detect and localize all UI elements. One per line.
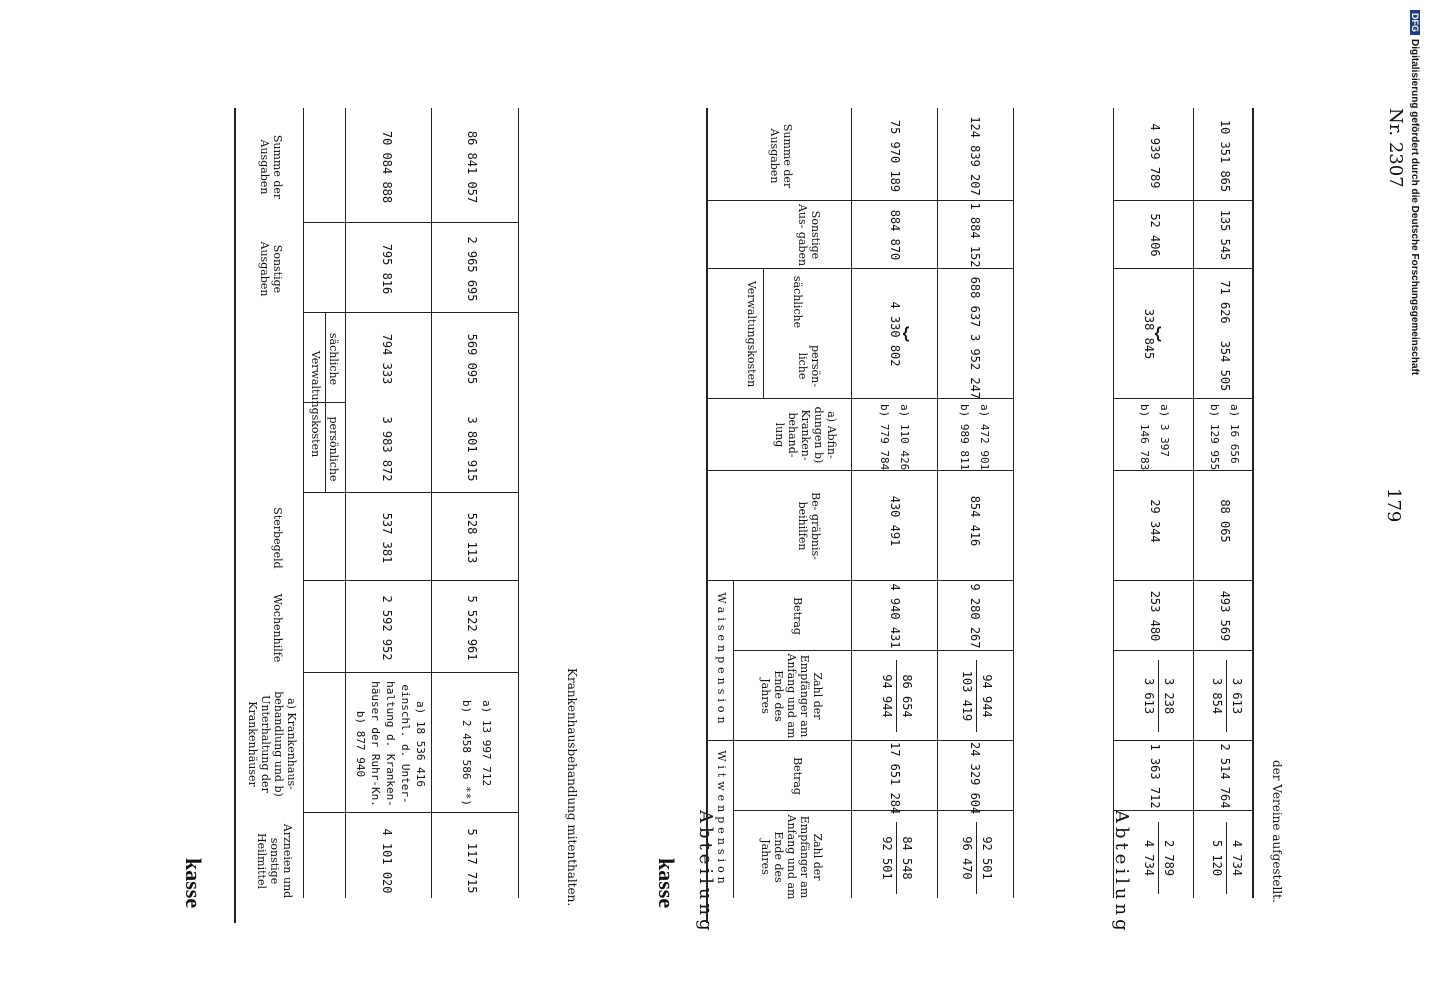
t3-r1-waisen-zahl — [1141, 654, 1176, 738]
table1-rule-left — [234, 108, 236, 923]
t3-r1-verwaltung-total: 338 845 — [1142, 308, 1156, 360]
t2-r2-waisen-zahl-e: 103 419 — [960, 670, 974, 722]
t2-header-waisen-betrag: Betrag — [791, 597, 804, 635]
t2-r2-abfind-b: b) 989 811 — [958, 404, 971, 471]
t2-header-verwaltung: Verwaltungskosten — [745, 280, 758, 388]
t1-r2-sterbegeld: 528 113 — [465, 512, 479, 564]
t1-r1-kh-b: b) 877 940 — [354, 710, 367, 778]
t2-r2-waisen-betrag: 9 280 267 — [968, 583, 982, 649]
t1-r2-persoenliche: 3 801 915 — [465, 416, 479, 482]
t2-r2-witwen-zahl — [959, 816, 994, 900]
t2-r1-waisen-zahl-e: 94 944 — [880, 674, 894, 718]
t3-r1-witwen-zahl — [1141, 816, 1176, 900]
table1-rule-row2 — [518, 108, 519, 898]
t2-r1-waisen-zahl — [879, 654, 914, 738]
t1-r1-summe: 70 084 888 — [380, 130, 394, 204]
t2-r1-waisen-zahl-a: 86 654 — [900, 674, 914, 718]
t1-r1-wochenhilfe: 2 592 952 — [380, 595, 394, 661]
t3-r2-witwen-zahl-a: 4 734 — [1230, 839, 1244, 877]
t2-header-waisen-zahl: Zahl der Empfänger am Anfang und am Ende des Jahres — [759, 653, 824, 739]
t2-r1-verwaltung-brace: ⏟ — [904, 326, 934, 342]
t3-r2-waisen-betrag: 493 569 — [1218, 590, 1232, 642]
t3-r1-begraebnis: 29 344 — [1148, 499, 1162, 543]
t2-r1-witwen-zahl — [879, 816, 914, 900]
t3-r2-saechliche: 71 626 — [1218, 280, 1232, 324]
table1-rule-mid — [345, 108, 346, 898]
t1-r1-sonstige: 795 816 — [380, 243, 394, 295]
t2-r2-begraebnis: 854 416 — [968, 495, 982, 547]
t1-header-krankenhaus: a) Krankenhaus- behandlung und b) Unterhaltung der Krankenhäuser — [246, 691, 298, 797]
t1-header-persoenliche: persönliche — [327, 416, 340, 482]
table3-footnote: der Vereine aufgestellt. — [1270, 760, 1284, 903]
t3-r1-witwen-zahl-e: 4 734 — [1142, 839, 1156, 877]
t3-r1-summe: 4 939 789 — [1148, 123, 1162, 189]
t1-header-wochenhilfe: Wochenhilfe — [271, 593, 284, 663]
t2-header-abfind: a) Abfin- dungen b) Kranken- behand- lung — [773, 406, 838, 464]
t2-header-sonstige: Sonstige Aus- gaben — [796, 203, 822, 267]
t3-r2-witwen-zahl-e: 5 120 — [1210, 839, 1224, 877]
document-number: Nr. 2307 — [1385, 108, 1406, 188]
t1-r2-arzneien: 5 117 715 — [465, 828, 479, 894]
t1-r2-saechliche: 569 095 — [465, 333, 479, 385]
t2-r1-summe: 75 970 189 — [888, 119, 902, 193]
t2-r2-witwen-zahl-e: 96 470 — [960, 836, 974, 880]
t1-r2-sonstige: 2 965 695 — [465, 236, 479, 302]
credit-strip — [1408, 10, 1432, 390]
t1-r1-arzneien: 4 101 020 — [380, 828, 394, 894]
table1-rule-row1 — [431, 108, 432, 898]
t1-r1-sterbegeld: 537 381 — [380, 512, 394, 564]
t1-r1-kh-a3: haltung d. Kranken- — [384, 681, 397, 807]
t2-r1-begraebnis: 430 491 — [888, 495, 902, 547]
t2-r2-persoenliche: 3 952 247 — [968, 334, 982, 400]
t3-r1-verwaltung-brace: ⏟ — [1156, 326, 1186, 342]
t3-r2-summe: 10 351 865 — [1218, 119, 1232, 193]
t2-r2-sonstige: 1 884 152 — [968, 202, 982, 268]
t2-r1-witwen-zahl-e: 92 501 — [880, 836, 894, 880]
t2-header-begraebnis: Be- gräbnis- beihilfen — [796, 492, 822, 560]
t3-r1-sonstige: 52 406 — [1148, 213, 1162, 257]
t2-r2-witwen-betrag: 24 329 604 — [968, 742, 982, 815]
t3-r2-waisen-zahl — [1209, 654, 1244, 738]
t2-header-witwen-zahl: Zahl der Empfänger am Anfang und am Ende des Jahres — [759, 814, 824, 900]
t2-r1-witwen-betrag: 17 651 284 — [888, 742, 902, 815]
t2-r1-sonstige: 884 870 — [888, 209, 902, 261]
t2-r1-abfind-b: b) 779 784 — [878, 404, 891, 471]
t2-r2-summe: 124 839 207 — [968, 116, 982, 196]
page-number: 179 — [1383, 488, 1404, 523]
t1-r1-saechliche: 794 333 — [380, 333, 394, 385]
t3-r2-witwen-betrag: 2 514 764 — [1218, 743, 1232, 809]
table2-subheading: Abteilung — [695, 810, 716, 935]
t2-header-witwen-betrag: Betrag — [791, 757, 804, 795]
table2-heading: kasse — [654, 858, 679, 909]
table3-subheading: Abteilung — [1111, 810, 1132, 935]
t2-r2-waisen-zahl-a: 94 944 — [980, 674, 994, 718]
t2-r1-abfind-a: a) 110 426 — [898, 404, 911, 471]
t1-header-sterbegeld: Sterbegeld — [271, 507, 284, 569]
t1-header-summe: Summe der Ausgaben — [258, 134, 284, 200]
t2-r1-waisen-betrag: 4 940 431 — [888, 583, 902, 649]
t3-r1-witwen-betrag: 1 363 712 — [1148, 743, 1162, 809]
t2-r2-saechliche: 688 637 — [968, 276, 982, 328]
t3-r1-waisen-zahl-a: 3 238 — [1162, 677, 1176, 715]
t2-header-summe: Summe der Ausgaben — [768, 123, 794, 189]
t3-r2-witwen-zahl — [1209, 816, 1244, 900]
t2-header-witwen: Witwenpension — [715, 750, 728, 888]
t1-header-arzneien: Arzneien und sonstige Heilmittel — [255, 823, 294, 899]
t1-r2-kh-b: b) 2 458 586 **) — [460, 700, 473, 806]
t3-r1-witwen-zahl-a: 2 789 — [1162, 839, 1176, 877]
dfg-logo: DFG — [1410, 10, 1420, 35]
t2-r1-verwaltung-total: 4 330 802 — [888, 301, 902, 367]
t3-r2-sonstige: 135 545 — [1218, 209, 1232, 261]
t3-r2-abfind-a: a) 16 656 — [1228, 404, 1241, 464]
t1-r2-kh-a: a) 13 997 712 — [480, 700, 493, 787]
t3-r2-begraebnis: 88 065 — [1218, 499, 1232, 543]
t2-header-saechliche: sächliche — [791, 275, 804, 329]
credit-text: Digitalisierung gefördert durch die Deutsche Forschungsgemeinschaft — [1409, 39, 1420, 376]
t2-r1-witwen-zahl-a: 84 548 — [900, 836, 914, 880]
t2-header-waisen: Waisenpension — [715, 592, 728, 728]
table1-heading: kasse — [181, 858, 206, 909]
t3-r2-waisen-zahl-a: 3 613 — [1230, 677, 1244, 715]
t3-r1-waisen-betrag: 253 480 — [1148, 590, 1162, 642]
t3-r1-waisen-zahl-e: 3 613 — [1142, 677, 1156, 715]
t3-r1-abfind-b: b) 146 783 — [1138, 404, 1151, 471]
t1-r2-wochenhilfe: 5 522 961 — [465, 595, 479, 661]
t3-r2-persoenliche: 354 505 — [1218, 340, 1232, 392]
t3-r2-abfind-b: b) 129 955 — [1208, 404, 1221, 471]
t1-r1-kh-a2: einschl. d. Unter- — [399, 684, 412, 804]
t1-r2-summe: 86 841 057 — [465, 130, 479, 204]
t2-r2-witwen-zahl-a: 92 501 — [980, 836, 994, 880]
table1-footnote: Krankenhausbehandlung mitenthalten. — [565, 668, 579, 907]
t1-r1-kh-a: a) 18 536 416 — [414, 700, 427, 788]
t1-header-verwaltung: Verwaltungskosten — [309, 350, 322, 458]
t1-header-sonstige: Sonstige Ausgaben — [258, 241, 284, 297]
t2-header-persoenliche: persön- liche — [796, 345, 822, 387]
t2-r2-waisen-zahl — [959, 654, 994, 738]
t1-r1-persoenliche: 3 983 872 — [380, 416, 394, 482]
t1-header-saechliche: sächliche — [327, 332, 340, 386]
t3-r2-waisen-zahl-e: 3 854 — [1210, 677, 1224, 715]
t2-r2-abfind-a: a) 472 901 — [978, 404, 991, 471]
t1-r1-kh-a4: häuser der Ruhr-Kn. — [369, 681, 382, 807]
t3-r1-abfind-a: a) 3 397 — [1158, 404, 1171, 457]
table1-rule-header — [303, 108, 304, 898]
